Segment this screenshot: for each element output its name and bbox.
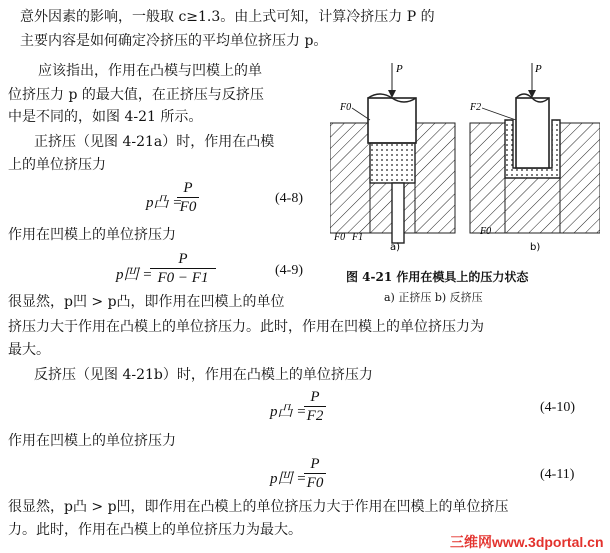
punch-b	[516, 98, 549, 168]
equation-4-8-number: (4-8)	[275, 191, 303, 206]
equation-4-11-numerator: P	[310, 456, 320, 472]
force-arrowhead-b	[528, 90, 536, 98]
text-line-5: 中是不同的，如图 4-21 所示。	[8, 109, 203, 125]
text-line-14: 很显然，p凸 > p凹，即作用在凸模上的单位挤压力大于作用在凹模上的单位挤压	[8, 499, 509, 515]
text-line-7: 上的单位挤压力	[8, 157, 106, 173]
figure-caption: 图 4-21 作用在模具上的压力状态	[346, 270, 529, 284]
text-line-13: 作用在凹模上的单位挤压力	[8, 433, 176, 449]
equation-4-11-number: (4-11)	[540, 467, 575, 482]
text-line-2: 主要内容是如何确定冷挤压的平均单位挤压力 p。	[20, 33, 328, 49]
equation-4-10-fraction	[304, 389, 326, 424]
die-block-right-a	[415, 123, 455, 233]
equation-4-10-number: (4-10)	[540, 400, 575, 415]
text-line-11: 最大。	[8, 342, 50, 358]
leader-F2-b	[482, 108, 516, 120]
die-bottom-right-a	[404, 183, 415, 233]
equation-4-11-fraction	[304, 456, 326, 491]
diagram-b-backward-extrusion	[469, 63, 600, 253]
die-block-right-b	[560, 123, 600, 233]
die-block-left-a	[330, 123, 370, 233]
text-line-6: 正挤压（见图 4-21a）时，作用在凸模	[34, 134, 275, 150]
figure-subcaption: a) 正挤压 b) 反挤压	[384, 291, 483, 304]
equation-4-10-lhs: p凸 =	[270, 404, 307, 420]
label-F2-b: F2	[470, 102, 482, 113]
fraction-bar	[150, 268, 216, 269]
text-line-9: 很显然，p凹 > p凸，即作用在凹模上的单位	[8, 294, 285, 310]
label-F0-b: F0	[480, 226, 492, 237]
punch-a	[368, 98, 416, 143]
label-a: a)	[390, 242, 401, 253]
text-line-1: 意外因素的影响，一般取 c≥1.3。由上式可知，计算冷挤压力 P 的	[20, 9, 435, 25]
equation-4-8-fraction	[177, 180, 199, 215]
equation-4-9-lhs: p凹 =	[116, 267, 153, 283]
watermark: 三维网www.3dportal.cn	[450, 534, 604, 550]
equation-4-8-denominator: F0	[179, 199, 197, 215]
equation-4-8-numerator: P	[183, 180, 193, 196]
equation-4-8-lhs: p凸 =	[146, 195, 183, 211]
die-bottom-b	[505, 178, 560, 233]
equation-4-9-numerator: P	[178, 251, 188, 267]
text-line-8: 作用在凹模上的单位挤压力	[8, 227, 176, 243]
equation-4-11-denominator: F0	[306, 475, 324, 491]
equation-4-9-denominator: F0 − F1	[157, 270, 209, 286]
text-line-12: 反挤压（见图 4-21b）时，作用在凸模上的单位挤压力	[34, 367, 373, 383]
figure-4-21-diagram	[330, 58, 600, 258]
label-F0-bottom-a: F0	[334, 232, 346, 243]
label-P-a: P	[396, 63, 403, 75]
text-line-15: 力。此时，作用在凸模上的单位挤压力为最大。	[8, 522, 302, 538]
fraction-bar	[177, 197, 199, 198]
fraction-bar	[304, 473, 326, 474]
text-line-10: 挤压力大于作用在凸模上的单位挤压力。此时，作用在凹模上的单位挤压力为	[8, 319, 484, 335]
die-block-left-b	[470, 123, 505, 233]
equation-4-10-denominator: F2	[306, 408, 324, 424]
equation-4-10-numerator: P	[310, 389, 320, 405]
label-P-b: P	[535, 63, 542, 75]
text-line-3: 应该指出，作用在凸模与凹模上的单	[38, 63, 262, 79]
diagram-a-forward-extrusion	[330, 63, 455, 253]
die-bottom-left-a	[370, 183, 392, 233]
label-F0-top-a: F0	[340, 102, 352, 113]
label-F1-a: F1	[352, 232, 364, 243]
text-line-4: 位挤压力 p 的最大值，在正挤压与反挤压	[8, 87, 264, 103]
equation-4-11-lhs: p凹 =	[270, 471, 307, 487]
equation-4-9-fraction	[150, 251, 216, 286]
extruded-stem-a	[392, 183, 404, 243]
equation-4-9-number: (4-9)	[275, 263, 303, 278]
fraction-bar	[304, 406, 326, 407]
label-b: b)	[530, 242, 541, 253]
workpiece-a	[370, 143, 415, 183]
